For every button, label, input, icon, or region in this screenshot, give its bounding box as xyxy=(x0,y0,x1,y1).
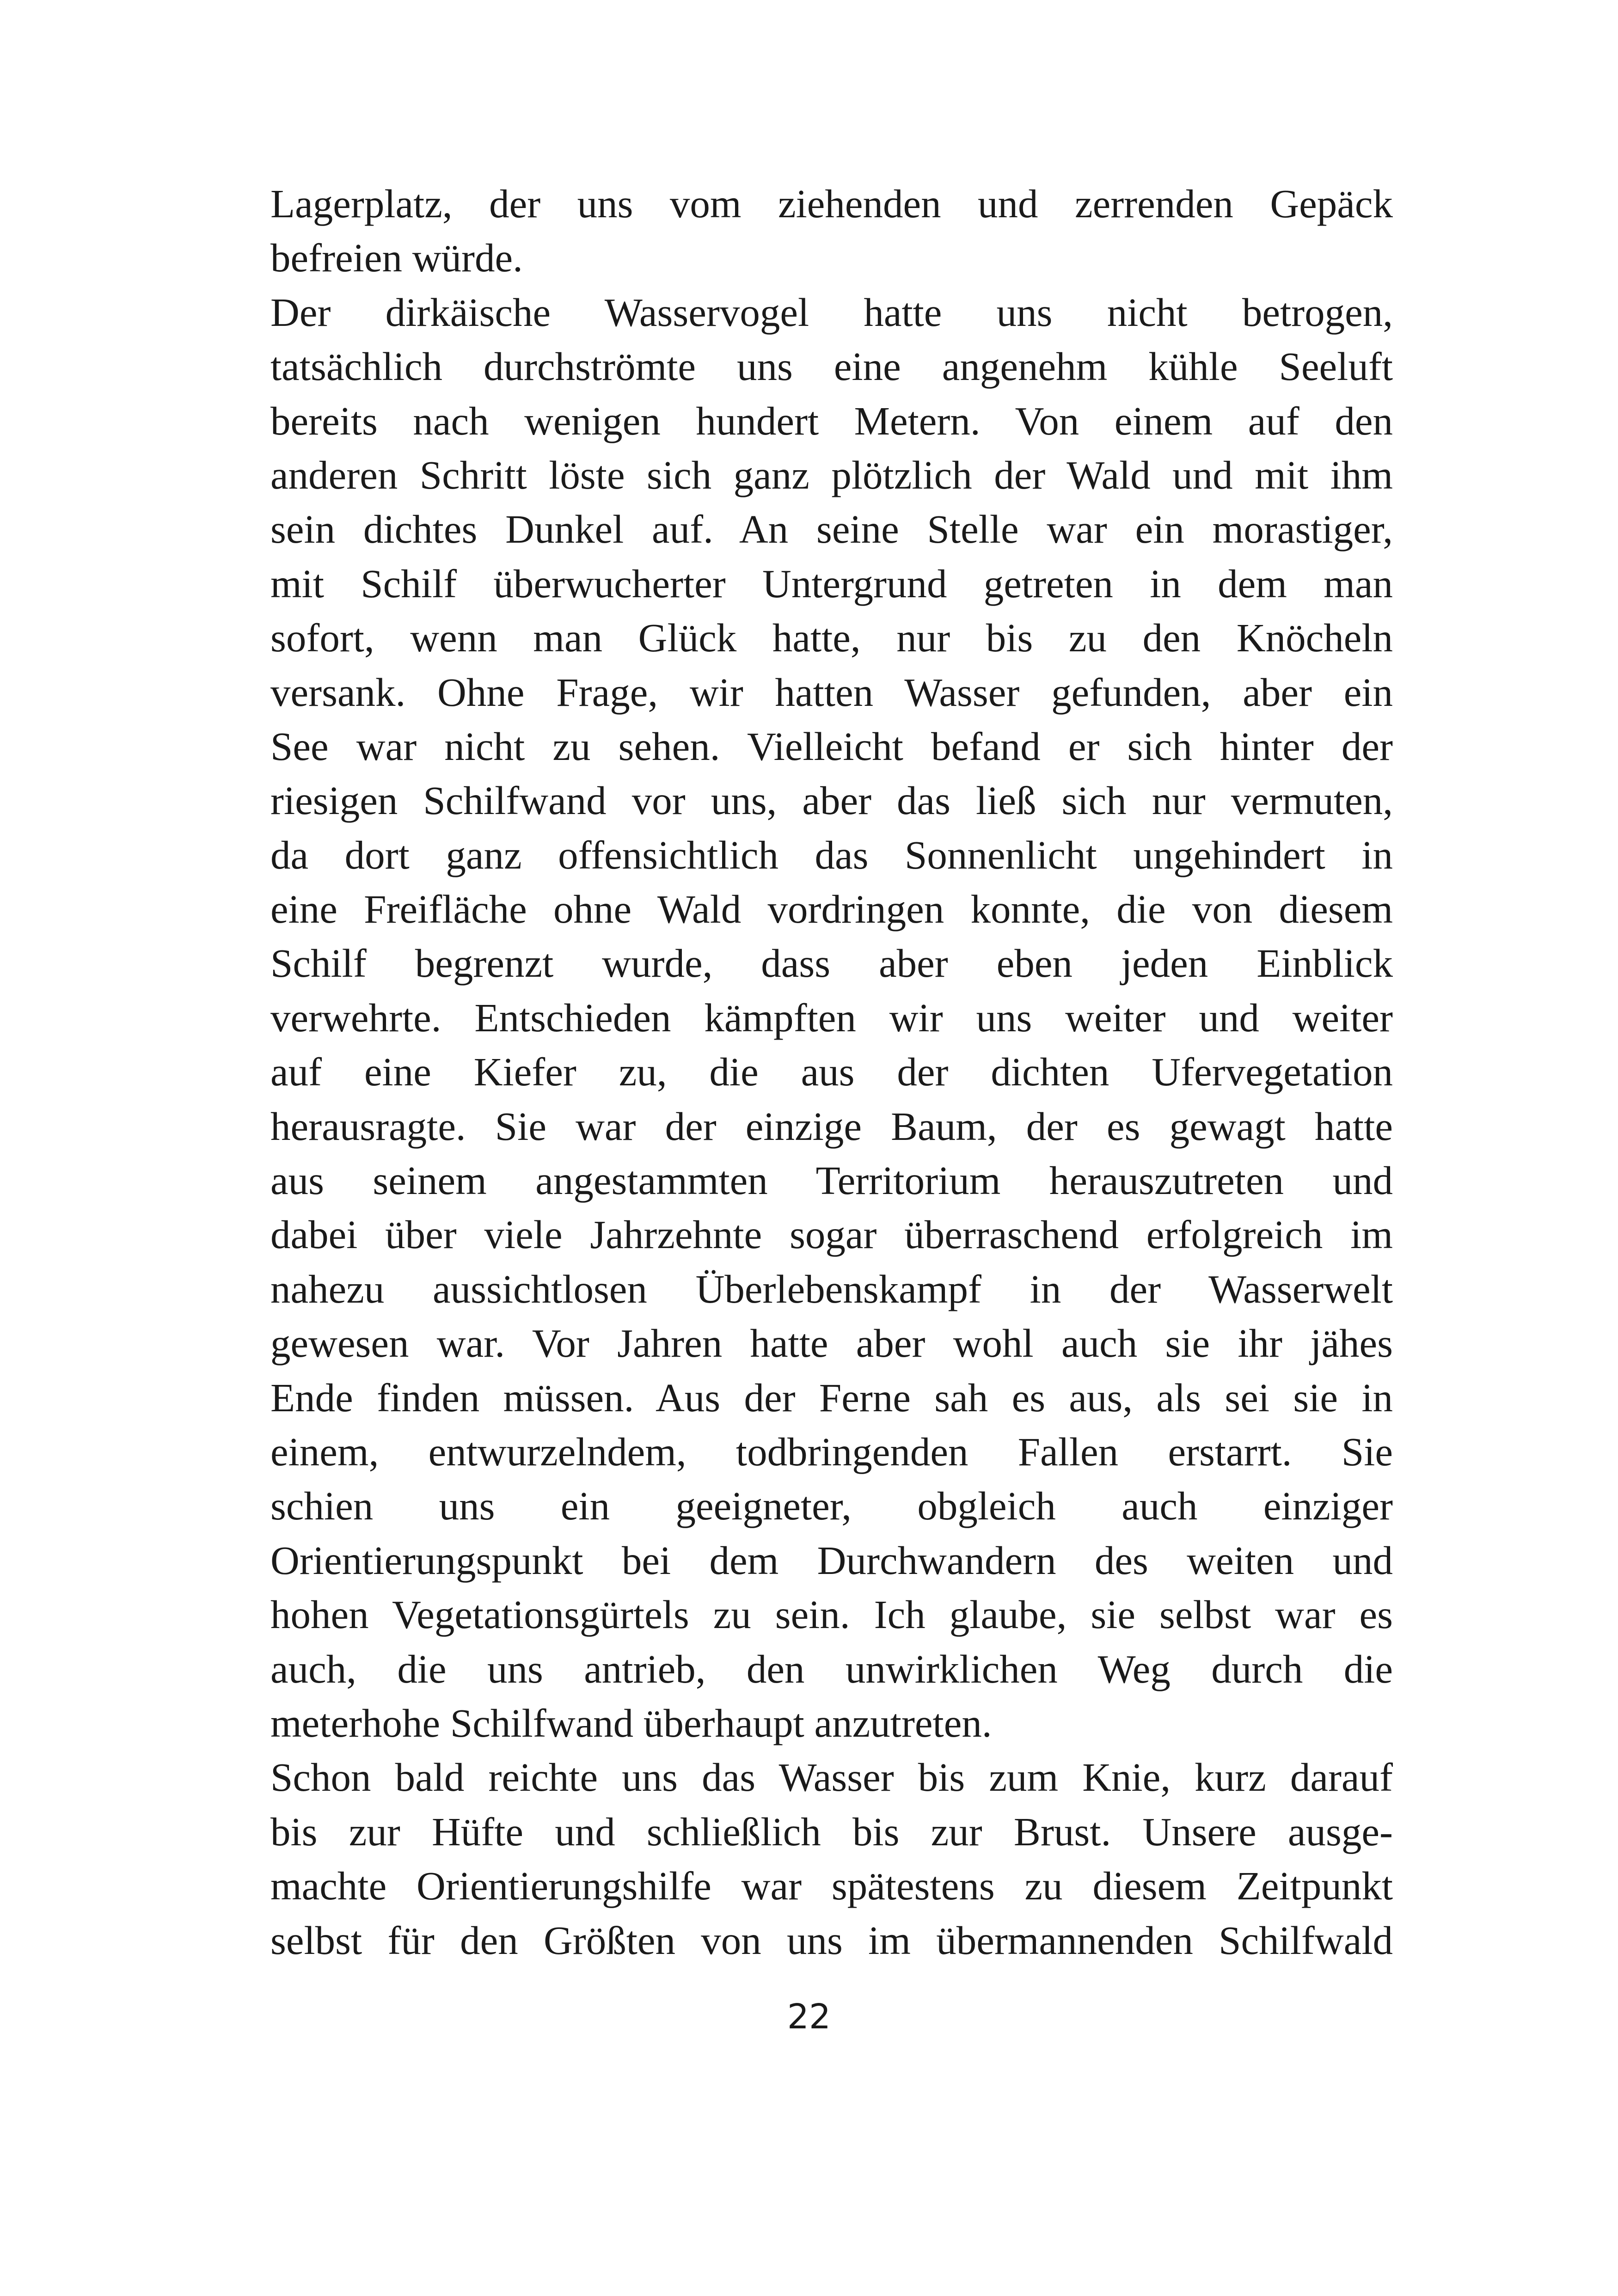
page-number: 22 xyxy=(787,1997,831,2037)
text-line: befreien würde. xyxy=(270,235,523,281)
text-line: Ende finden müssen. Aus der Ferne sah es aus, als sei sie in xyxy=(270,1375,1393,1420)
text-line: herausragte. Sie war der einzige Baum, der es gewagt hatte xyxy=(270,1103,1393,1149)
text-line: anderen Schritt löste sich ganz plötzlich der Wald und mit ihm xyxy=(270,452,1393,497)
text-line: sofort, wenn man Glück hatte, nur bis zu den Knöcheln xyxy=(270,615,1393,661)
text-line: auf eine Kiefer zu, die aus der dichten Ufervegetation xyxy=(270,1049,1393,1095)
text-line: Schilf begrenzt wurde, dass aber eben jeden Einblick xyxy=(270,941,1393,986)
text-line: bis zur Hüfte und schließlich bis zur Brust. Unsere ausge- xyxy=(270,1809,1393,1854)
body-text xyxy=(270,177,1393,1967)
text-line: Der dirkäische Wasservogel hatte uns nicht betrogen, xyxy=(270,289,1393,335)
text-line: sein dichtes Dunkel auf. An seine Stelle war ein morastiger, xyxy=(270,507,1393,552)
text-line: verwehrte. Entschieden kämpften wir uns weiter und weiter xyxy=(270,995,1393,1040)
text-line: Lagerplatz, der uns vom ziehenden und zerrenden Gepäck xyxy=(270,181,1393,226)
text-line: bereits nach wenigen hundert Metern. Von einem auf den xyxy=(270,398,1393,443)
text-line: nahezu aussichtlosen Überlebenskampf in der Wasserwelt xyxy=(270,1266,1393,1311)
text-line: mit Schilf überwucherter Untergrund getreten in dem man xyxy=(270,561,1393,606)
text-line: Schon bald reichte uns das Wasser bis zum Knie, kurz darauf xyxy=(270,1755,1393,1800)
text-line: tatsächlich durchströmte uns eine angenehm kühle Seeluft xyxy=(270,344,1393,389)
text-line: Orientierungspunkt bei dem Durchwandern des weiten und xyxy=(270,1537,1393,1583)
text-line: See war nicht zu sehen. Vielleicht befand er sich hinter der xyxy=(270,723,1393,769)
text-line: riesigen Schilfwand vor uns, aber das ließ sich nur vermuten, xyxy=(270,778,1393,823)
text-line: da dort ganz offensichtlich das Sonnenlicht ungehindert in xyxy=(270,832,1393,877)
text-line: dabei über viele Jahrzehnte sogar überraschend erfolgreich im xyxy=(270,1212,1393,1257)
text-line: schien uns ein geeigneter, obgleich auch einziger xyxy=(270,1483,1393,1529)
text-line: selbst für den Größten von uns im übermannenden Schilfwald xyxy=(270,1917,1393,1963)
text-line: aus seinem angestammten Territorium herauszutreten und xyxy=(270,1158,1393,1203)
text-line: auch, die uns antrieb, den unwirklichen Weg durch die xyxy=(270,1646,1393,1691)
text-line: eine Freifläche ohne Wald vordringen konnte, die von diesem xyxy=(270,887,1393,932)
text-line: einem, entwurzelndem, todbringenden Fallen erstarrt. Sie xyxy=(270,1429,1393,1474)
text-line: machte Orientierungshilfe war spätestens zu diesem Zeitpunkt xyxy=(270,1863,1393,1909)
text-line: meterhohe Schilfwand überhaupt anzutreten. xyxy=(270,1700,992,1745)
text-line: hohen Vegetationsgürtels zu sein. Ich glaube, sie selbst war es xyxy=(270,1592,1393,1637)
text-line: versank. Ohne Frage, wir hatten Wasser gefunden, aber ein xyxy=(270,669,1393,715)
text-line: gewesen war. Vor Jahren hatte aber wohl auch sie ihr jähes xyxy=(270,1321,1393,1366)
